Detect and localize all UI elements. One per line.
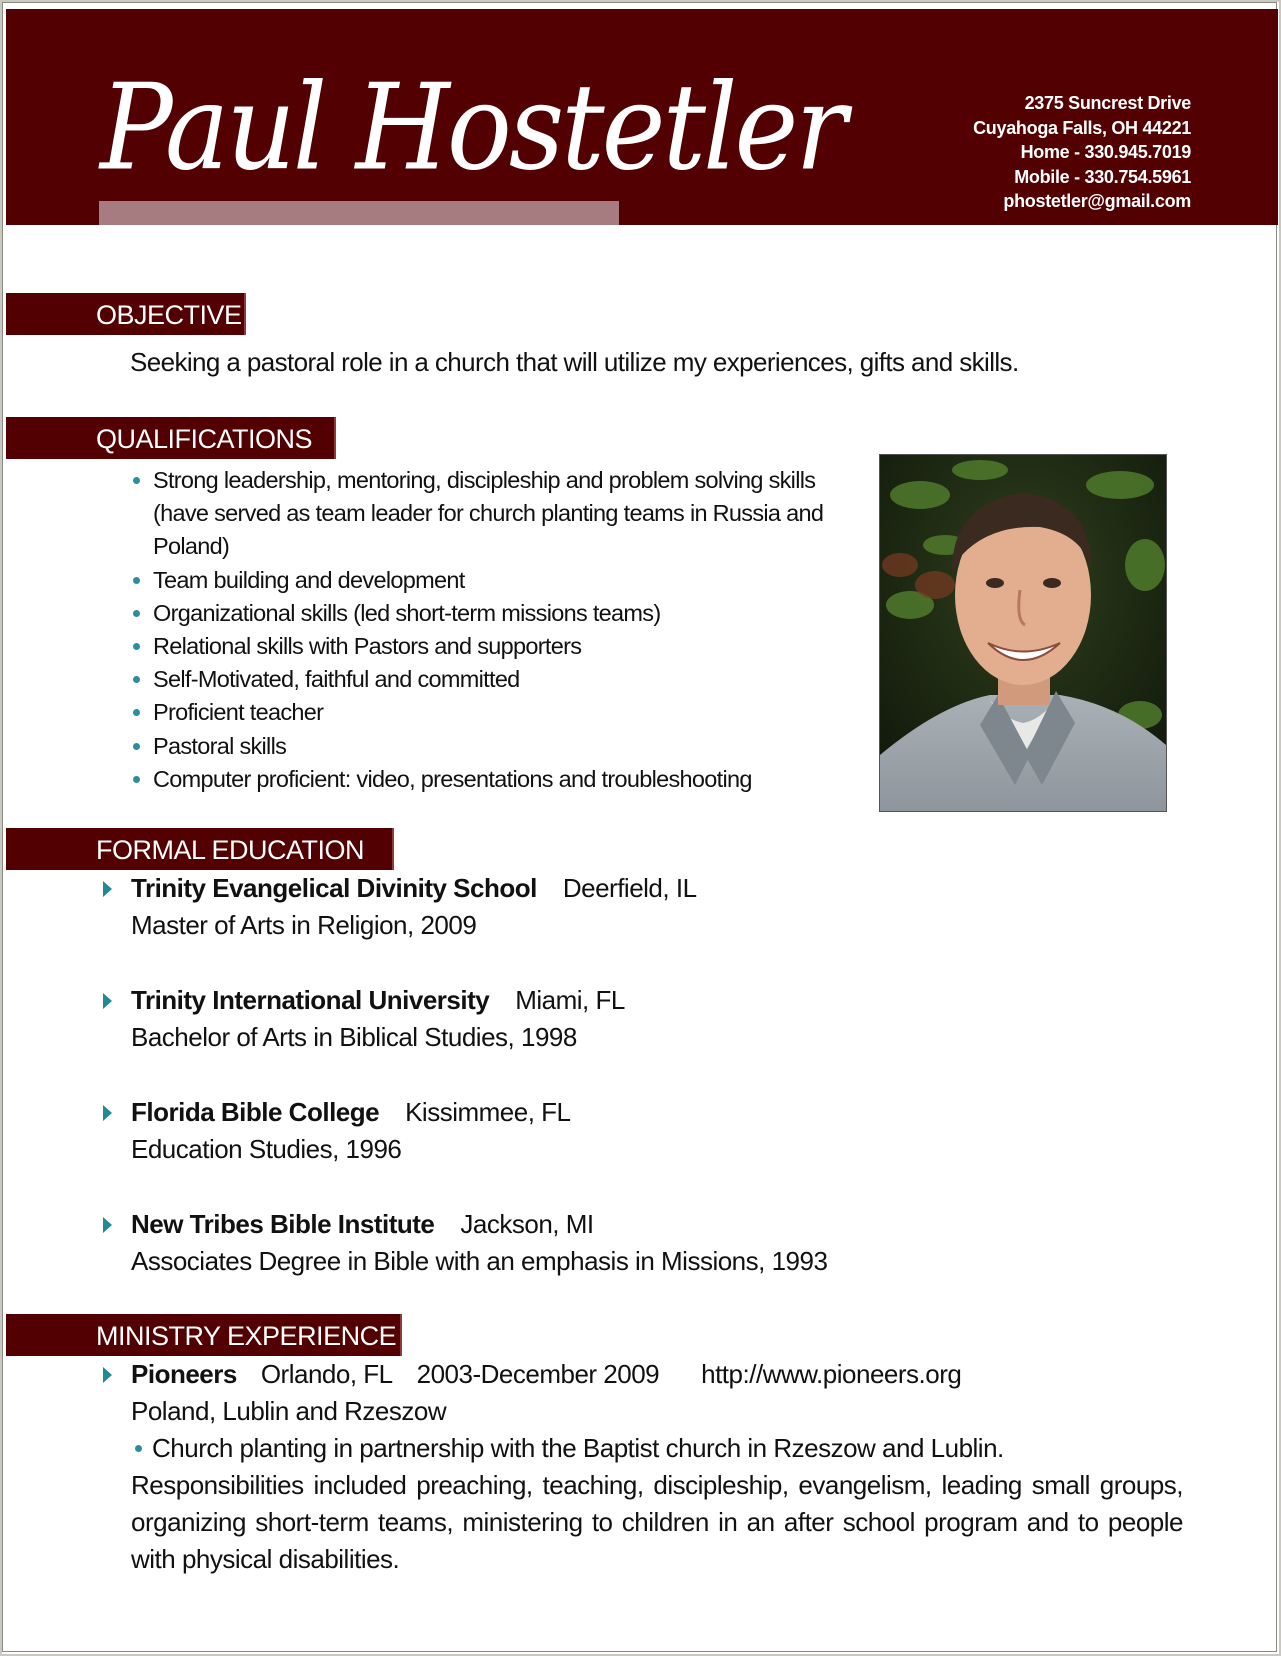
education-entry	[103, 870, 697, 944]
school-name: New Tribes Bible Institute	[131, 1209, 435, 1239]
list-item: Organizational skills (led short-term missions teams)	[131, 597, 831, 630]
school-location: Deerfield, IL	[562, 873, 697, 903]
experience-description: Responsibilities included preaching, teaching, discipleship, evangelism, leading small groups, organizing short-term teams, ministering to children in an after school program and to people with physical disabilities.	[131, 1470, 1183, 1574]
bullet-icon	[133, 776, 140, 783]
ministry-location: Poland, Lublin and Rzeszow	[131, 1396, 447, 1426]
objective-text: Seeking a pastoral role in a church that will utilize my experiences, gifts and skills.	[130, 347, 1019, 377]
contact-info	[973, 91, 1191, 214]
profile-photo	[879, 454, 1167, 812]
school-location: Miami, FL	[515, 985, 625, 1015]
bullet-icon	[133, 676, 140, 683]
degree: Master of Arts in Religion, 2009	[131, 910, 477, 940]
triangle-bullet-icon	[103, 881, 112, 897]
bullet-icon	[133, 477, 140, 484]
list-item: Strong leadership, mentoring, discipleship and problem solving skills (have served as team leader for church planting teams in Russia and Poland)	[131, 464, 831, 564]
address-line: 2375 Suncrest Drive	[1024, 93, 1191, 113]
school-name: Trinity International University	[131, 985, 490, 1015]
bullet-icon	[135, 1445, 142, 1452]
school-name: Florida Bible College	[131, 1097, 380, 1127]
degree: Education Studies, 1996	[131, 1134, 402, 1164]
qualifications-list	[131, 464, 831, 796]
degree: Associates Degree in Bible with an emphasis in Missions, 1993	[131, 1246, 828, 1276]
organization-location: Orlando, FL	[260, 1359, 393, 1389]
list-item: Pastoral skills	[131, 730, 831, 763]
degree: Bachelor of Arts in Biblical Studies, 1998	[131, 1022, 577, 1052]
section-heading-objective: OBJECTIVE	[6, 293, 246, 335]
list-item: Self-Motivated, faithful and committed	[131, 663, 831, 696]
school-name: Trinity Evangelical Divinity School	[131, 873, 537, 903]
city-line: Cuyahoga Falls, OH 44221	[973, 117, 1191, 138]
education-entry	[103, 982, 625, 1056]
name-underline-bar	[99, 201, 619, 225]
triangle-bullet-icon	[103, 1367, 112, 1383]
home-phone: Home - 330.945.7019	[1020, 142, 1191, 162]
portrait-image	[880, 455, 1166, 811]
list-item: Team building and development	[131, 564, 831, 597]
experience-bullet: Church planting in partnership with the Baptist church in Rzeszow and Lublin.	[152, 1433, 1004, 1463]
section-heading-education: FORMAL EDUCATION	[6, 828, 394, 870]
bullet-icon	[133, 577, 140, 584]
school-location: Jackson, MI	[460, 1209, 594, 1239]
education-entry	[103, 1206, 827, 1280]
experience-entry	[103, 1356, 1183, 1578]
candidate-name: Paul Hostetler	[100, 59, 845, 198]
bullet-icon	[133, 610, 140, 617]
section-heading-qualifications: QUALIFICATIONS	[6, 417, 336, 459]
education-entry	[103, 1094, 571, 1168]
bullet-icon	[133, 643, 140, 650]
bullet-icon	[133, 743, 140, 750]
organization-name: Pioneers	[131, 1359, 237, 1389]
triangle-bullet-icon	[103, 1217, 112, 1233]
resume-page	[2, 2, 1277, 1652]
triangle-bullet-icon	[103, 993, 112, 1009]
list-item: Proficient teacher	[131, 696, 831, 729]
date-range: 2003-December 2009	[416, 1359, 660, 1389]
mobile-phone: Mobile - 330.754.5961	[1014, 166, 1191, 187]
bullet-icon	[133, 709, 140, 716]
list-item: Computer proficient: video, presentations and troubleshooting	[131, 763, 831, 796]
list-item: Relational skills with Pastors and supporters	[131, 630, 831, 663]
triangle-bullet-icon	[103, 1105, 112, 1121]
school-location: Kissimmee, FL	[405, 1097, 571, 1127]
section-heading-experience: MINISTRY EXPERIENCE	[6, 1314, 402, 1356]
email-link[interactable]: phostetler@gmail.com	[1003, 191, 1191, 211]
organization-url[interactable]: http://www.pioneers.org	[701, 1359, 962, 1389]
